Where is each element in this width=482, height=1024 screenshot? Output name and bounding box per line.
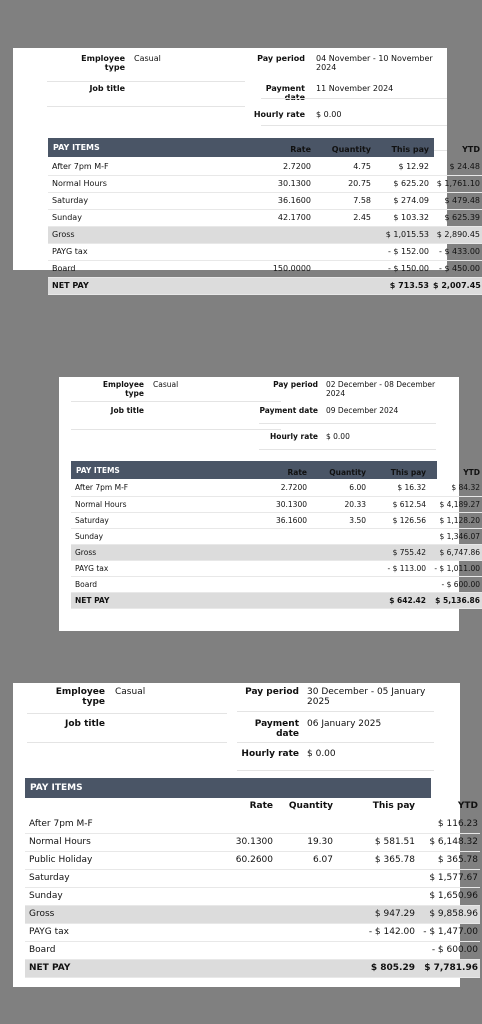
cell-rate	[218, 226, 313, 243]
cell-this-pay: $ 805.29	[335, 959, 417, 977]
cell-this-pay: $ 103.32	[373, 209, 431, 226]
cell-quantity	[313, 277, 373, 294]
table-row	[71, 512, 482, 528]
cell-this-pay: $ 365.78	[335, 851, 417, 869]
cell-quantity	[309, 528, 368, 544]
cell-item: Board	[71, 576, 221, 592]
cell-ytd: - $ 1,011.00	[428, 560, 482, 576]
cell-this-pay: $ 1,015.53	[373, 226, 431, 243]
table-row	[48, 260, 482, 277]
cell-this-pay	[368, 528, 428, 544]
cell-item: Sunday	[25, 887, 200, 905]
employee-type-value: Casual	[115, 687, 146, 697]
table-row	[25, 833, 480, 851]
cell-this-pay: - $ 150.00	[373, 260, 431, 277]
cell-this-pay: - $ 113.00	[368, 560, 428, 576]
quantity-col-header: Quantity	[288, 801, 333, 811]
rate-col-header: Rate	[287, 467, 307, 477]
divider	[71, 401, 281, 402]
cell-ytd: $ 9,858.96	[417, 905, 480, 923]
cell-ytd: $ 1,761.10	[431, 175, 482, 192]
table-body	[71, 480, 482, 608]
cell-rate	[221, 528, 309, 544]
pay-items-header: PAY ITEMS	[71, 461, 437, 479]
divider	[47, 81, 245, 82]
cell-item: Gross	[25, 905, 200, 923]
net-pay-row	[25, 959, 480, 977]
divider	[259, 423, 436, 424]
cell-item: Sunday	[71, 528, 221, 544]
cell-quantity	[275, 887, 335, 905]
cell-ytd: $ 1,577.67	[417, 869, 480, 887]
header-row	[48, 141, 482, 158]
cell-this-pay: - $ 152.00	[373, 243, 431, 260]
cell-rate: 36.1600	[221, 512, 309, 528]
cell-quantity: 20.33	[309, 496, 368, 512]
cell-ytd: $ 2,890.45	[431, 226, 482, 243]
cell-item: Normal Hours	[25, 833, 200, 851]
table-row	[48, 209, 482, 226]
table-head	[71, 464, 482, 480]
table-body	[25, 815, 480, 977]
ytd-col-header: YTD	[457, 801, 478, 811]
rate-col-header: Rate	[249, 801, 273, 811]
divider	[237, 742, 434, 743]
cell-item: PAYG tax	[25, 923, 200, 941]
net-pay-row	[48, 277, 482, 294]
quantity-col-header: Quantity	[329, 467, 366, 477]
table-head	[25, 797, 480, 815]
cell-quantity: 4.75	[313, 158, 373, 175]
employee-type-value: Casual	[153, 380, 179, 389]
cell-ytd: $ 1,650.96	[417, 887, 480, 905]
cell-quantity	[309, 576, 368, 592]
quantity-col-header: Quantity	[331, 145, 371, 154]
net-pay-row	[71, 592, 482, 608]
cell-this-pay	[335, 941, 417, 959]
cell-ytd: $ 1,346.07	[428, 528, 482, 544]
cell-ytd: $ 2,007.45	[431, 277, 482, 294]
pay-items-table	[48, 141, 482, 295]
cell-this-pay: $ 12.92	[373, 158, 431, 175]
cell-rate: 30.1300	[200, 833, 275, 851]
table-row	[71, 544, 482, 560]
cell-ytd: - $ 1,477.00	[417, 923, 480, 941]
cell-rate	[200, 923, 275, 941]
table-row	[25, 869, 480, 887]
table-row	[71, 560, 482, 576]
table-row	[48, 175, 482, 192]
cell-rate: 2.7200	[218, 158, 313, 175]
divider	[27, 713, 227, 714]
table-row	[25, 905, 480, 923]
hourly-rate-label: Hourly rate	[270, 432, 318, 441]
cell-this-pay: $ 713.53	[373, 277, 431, 294]
payment-date-value: 06 January 2025	[307, 719, 382, 729]
employee-type-label: Employee type	[55, 687, 105, 708]
table-row	[48, 192, 482, 209]
item-col-header	[71, 464, 221, 480]
cell-quantity	[309, 592, 368, 608]
hourly-rate-value: $ 0.00	[326, 432, 350, 441]
table-row	[48, 243, 482, 260]
cell-rate	[200, 941, 275, 959]
cell-item: PAYG tax	[71, 560, 221, 576]
payslip-header	[13, 48, 447, 148]
cell-this-pay: $ 755.42	[368, 544, 428, 560]
cell-quantity: 3.50	[309, 512, 368, 528]
cell-quantity	[309, 560, 368, 576]
cell-quantity	[275, 905, 335, 923]
cell-rate	[218, 277, 313, 294]
cell-quantity	[313, 260, 373, 277]
cell-ytd: - $ 600.00	[428, 576, 482, 592]
cell-item: Board	[25, 941, 200, 959]
pay-items-header: PAY ITEMS	[25, 778, 431, 798]
item-col-header	[48, 141, 218, 158]
divider	[237, 770, 434, 771]
cell-quantity	[309, 544, 368, 560]
cell-item: Board	[48, 260, 218, 277]
cell-quantity	[313, 243, 373, 260]
cell-quantity: 2.45	[313, 209, 373, 226]
table-row	[48, 158, 482, 175]
cell-quantity: 7.58	[313, 192, 373, 209]
payment-date-label: Payment date	[254, 719, 299, 740]
cell-this-pay: $ 126.56	[368, 512, 428, 528]
cell-item: Saturday	[71, 512, 221, 528]
divider	[47, 106, 245, 107]
cell-this-pay: $ 16.32	[368, 480, 428, 496]
pay-period-value: 30 December - 05 January 2025	[307, 687, 426, 708]
cell-rate: 30.1300	[221, 496, 309, 512]
cell-ytd: $ 365.78	[417, 851, 480, 869]
item-col-header	[25, 797, 200, 815]
cell-this-pay: $ 274.09	[373, 192, 431, 209]
pay-period-label: Pay period	[273, 380, 318, 389]
rate-col-header: Rate	[290, 145, 311, 154]
cell-ytd: $ 84.32	[428, 480, 482, 496]
table-row	[25, 851, 480, 869]
cell-rate	[200, 869, 275, 887]
payment-date-label: Payment	[265, 84, 305, 93]
cell-item: After 7pm M-F	[48, 158, 218, 175]
cell-this-pay: $ 581.51	[335, 833, 417, 851]
cell-item: Normal Hours	[48, 175, 218, 192]
cell-ytd: $ 1,128.20	[428, 512, 482, 528]
cell-quantity	[313, 226, 373, 243]
cell-rate: 30.1300	[218, 175, 313, 192]
cell-ytd: $ 24.48	[431, 158, 482, 175]
ytd-col-header: YTD	[463, 467, 480, 477]
cell-quantity	[275, 869, 335, 887]
cell-quantity	[275, 923, 335, 941]
cell-item: Saturday	[25, 869, 200, 887]
pay-items-table	[71, 464, 482, 609]
cell-ytd: $ 625.39	[431, 209, 482, 226]
cell-ytd: $ 116.23	[417, 815, 480, 833]
cell-this-pay: $ 625.20	[373, 175, 431, 192]
cell-rate: 36.1600	[218, 192, 313, 209]
payment-date-value: 09 December 2024	[326, 406, 399, 415]
payslip-card	[13, 683, 478, 987]
cell-rate	[200, 959, 275, 977]
payslip-header	[13, 683, 460, 783]
table-row	[25, 815, 480, 833]
cell-ytd: - $ 433.00	[431, 243, 482, 260]
cell-item: Gross	[71, 544, 221, 560]
job-title-label: Job title	[89, 84, 125, 93]
cell-item: Public Holiday	[25, 851, 200, 869]
cell-rate	[221, 592, 309, 608]
cell-ytd: - $ 450.00	[431, 260, 482, 277]
table-head	[48, 141, 482, 158]
hourly-rate-label: Hourly rate	[241, 749, 299, 759]
cell-item: After 7pm M-F	[25, 815, 200, 833]
pay-period-label: Pay period	[257, 54, 305, 63]
table-row	[25, 941, 480, 959]
cell-quantity: 19.30	[275, 833, 335, 851]
job-title-label: Job title	[65, 719, 105, 729]
cell-quantity	[275, 941, 335, 959]
payment-date-value: 11 November 2024	[316, 84, 394, 93]
header-row	[25, 797, 480, 815]
divider	[237, 711, 434, 712]
employee-type-label: Employee type	[102, 380, 144, 398]
job-title-label: Job title	[110, 406, 144, 415]
cell-rate: 150.0000	[218, 260, 313, 277]
cell-ytd: - $ 600.00	[417, 941, 480, 959]
cell-rate	[200, 815, 275, 833]
cell-quantity	[275, 959, 335, 977]
pay-period-label: Pay period	[245, 687, 299, 697]
divider	[27, 742, 227, 743]
cell-item: Saturday	[48, 192, 218, 209]
cell-this-pay: $ 642.42	[368, 592, 428, 608]
this-pay-col-header: This pay	[372, 801, 415, 811]
divider	[261, 125, 447, 126]
cell-ytd: $ 6,148.32	[417, 833, 480, 851]
cell-ytd: $ 479.48	[431, 192, 482, 209]
payslip-card	[13, 48, 481, 290]
cell-ytd: $ 7,781.96	[417, 959, 480, 977]
employee-type-label: Employee type	[81, 54, 125, 73]
cell-this-pay	[335, 815, 417, 833]
cell-quantity: 20.75	[313, 175, 373, 192]
cell-item: PAYG tax	[48, 243, 218, 260]
cell-this-pay	[368, 576, 428, 592]
cell-rate	[221, 576, 309, 592]
payment-date-label: Payment date	[259, 406, 318, 415]
table-row	[71, 528, 482, 544]
divider	[259, 449, 436, 450]
this-pay-col-header: This pay	[390, 467, 426, 477]
divider	[71, 429, 281, 430]
header-row	[71, 464, 482, 480]
cell-item: Sunday	[48, 209, 218, 226]
cell-item: Gross	[48, 226, 218, 243]
pay-items-header: PAY ITEMS	[48, 138, 434, 157]
hourly-rate-value: $ 0.00	[316, 110, 342, 119]
cell-rate	[221, 544, 309, 560]
pay-period-value: 02 December - 08 December 2024	[326, 380, 436, 398]
cell-quantity: 6.07	[275, 851, 335, 869]
cell-item: NET PAY	[71, 592, 221, 608]
cell-this-pay: $ 612.54	[368, 496, 428, 512]
cell-this-pay	[335, 887, 417, 905]
hourly-rate-label: Hourly rate	[253, 110, 305, 119]
cell-item: Normal Hours	[71, 496, 221, 512]
cell-rate: 2.7200	[221, 480, 309, 496]
pay-period-value: 04 November - 10 November 2024	[316, 54, 433, 73]
cell-rate	[221, 560, 309, 576]
cell-item: NET PAY	[25, 959, 200, 977]
cell-this-pay	[335, 869, 417, 887]
cell-this-pay: - $ 142.00	[335, 923, 417, 941]
table-body	[48, 158, 482, 294]
table-row	[71, 480, 482, 496]
cell-ytd: $ 5,136.86	[428, 592, 482, 608]
payslip-card	[59, 377, 480, 631]
cell-quantity: 6.00	[309, 480, 368, 496]
cell-rate	[200, 905, 275, 923]
pay-items-table	[25, 797, 480, 978]
cell-this-pay: $ 947.29	[335, 905, 417, 923]
table-row	[71, 576, 482, 592]
cell-ytd: $ 4,189.27	[428, 496, 482, 512]
cell-rate	[200, 887, 275, 905]
cell-rate: 42.1700	[218, 209, 313, 226]
hourly-rate-value: $ 0.00	[307, 749, 336, 759]
cell-item: NET PAY	[48, 277, 218, 294]
cell-rate: 60.2600	[200, 851, 275, 869]
cell-quantity	[275, 815, 335, 833]
employee-type-value: Casual	[134, 54, 161, 63]
cell-item: After 7pm M-F	[71, 480, 221, 496]
divider	[261, 98, 447, 99]
table-row	[71, 496, 482, 512]
ytd-col-header: YTD	[462, 145, 480, 154]
table-row	[48, 226, 482, 243]
cell-ytd: $ 6,747.86	[428, 544, 482, 560]
this-pay-col-header: This pay	[391, 145, 429, 154]
table-row	[25, 887, 480, 905]
table-row	[25, 923, 480, 941]
cell-rate	[218, 243, 313, 260]
